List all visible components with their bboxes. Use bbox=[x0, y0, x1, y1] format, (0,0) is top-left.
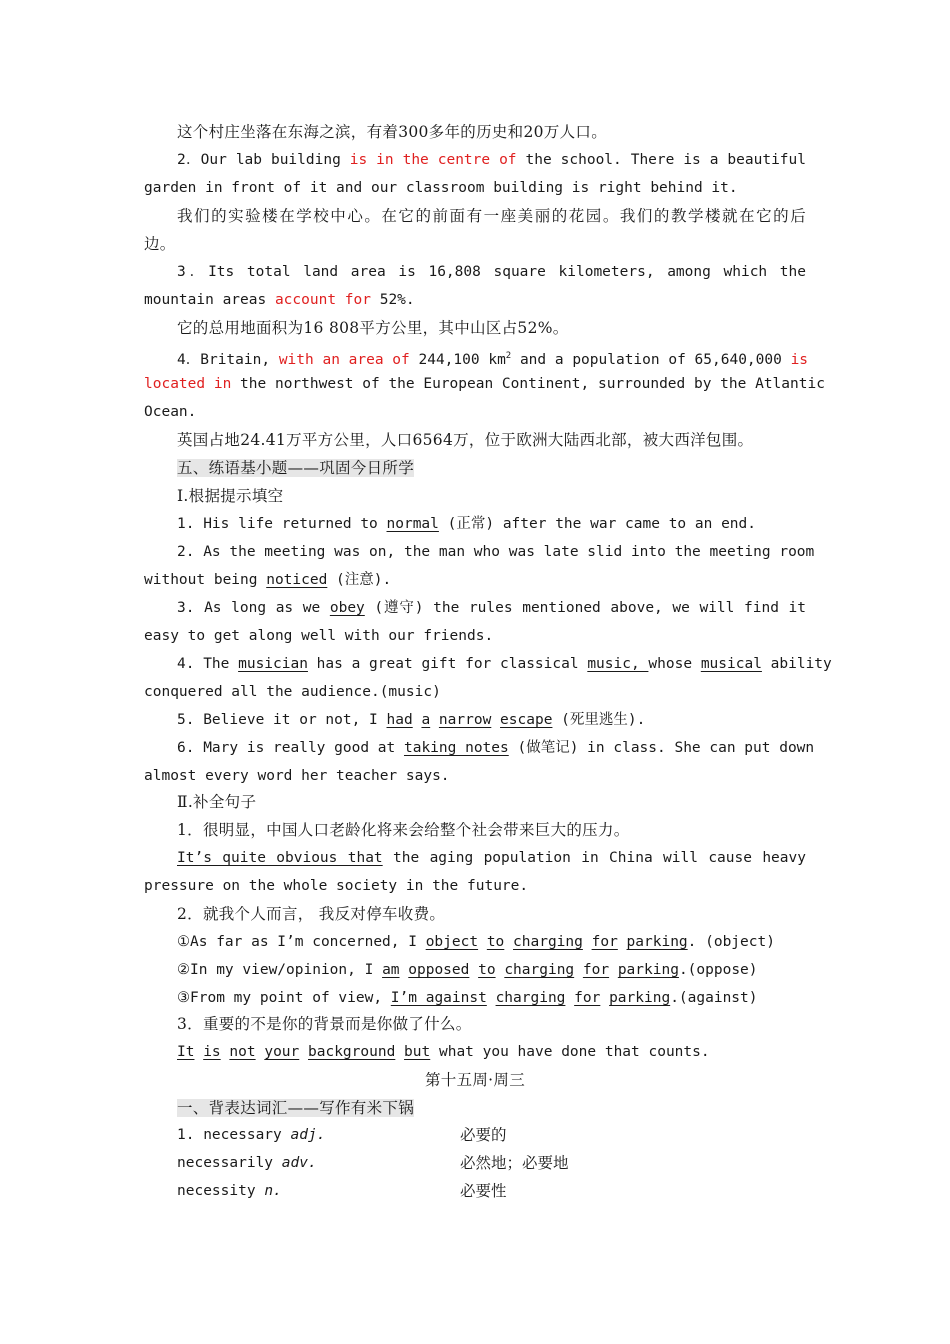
sentence-prompt: 2．就我个人而言， 我反对停车收费。 bbox=[177, 905, 446, 923]
highlight-phrase: account for bbox=[274, 292, 371, 308]
part-of-speech: n. bbox=[264, 1183, 282, 1199]
example-4-line-3: Ocean. bbox=[144, 404, 197, 420]
vocab-word: 1. necessary adj. bbox=[177, 1127, 326, 1143]
week-heading: 第十五周·周三 bbox=[424, 1071, 526, 1089]
highlight-phrase: located in bbox=[144, 376, 232, 392]
exercise-1: 1. His life returned to normal (正常) after the war came to an end. bbox=[177, 516, 756, 532]
section-heading: 五、练语基小题——巩固今日所学 bbox=[177, 459, 415, 477]
answer: normal bbox=[386, 516, 439, 532]
sentence-answer: It is not your background but what you have done that counts. bbox=[177, 1044, 710, 1060]
highlight-phrase: is in the centre of bbox=[349, 152, 517, 168]
answer: It’s quite obvious that bbox=[177, 850, 383, 866]
example-3-line-2: mountain areas account for 52%. bbox=[144, 292, 415, 308]
translation-line: 边。 bbox=[144, 235, 176, 253]
sentence-answer: ②In my view/opinion, I am opposed to charging for parking.(oppose) bbox=[177, 962, 758, 978]
example-2-line-2: garden in front of it and our classroom building is right behind it. bbox=[144, 180, 738, 196]
translation-line: 英国占地24.41万平方公里，人口6564万，位于欧洲大陆西北部，被大西洋包围。 bbox=[177, 431, 754, 449]
part-of-speech: adj. bbox=[290, 1127, 326, 1143]
exercise-6-line-2: almost every word her teacher says. bbox=[144, 768, 450, 784]
translation-line: 这个村庄坐落在东海之滨，有着300多年的历史和20万人口。 bbox=[177, 123, 608, 141]
part-of-speech: adv. bbox=[281, 1155, 317, 1171]
vocab-meaning: 必要的 bbox=[460, 1126, 507, 1144]
vocab-word: necessity n. bbox=[177, 1183, 282, 1199]
answer: taking notes bbox=[403, 740, 509, 756]
sentence-answer-line-1: It’s quite obvious that the aging population in China will cause heavy bbox=[177, 850, 806, 866]
exercise-5: 5. Believe it or not, I had a narrow escape (死里逃生). bbox=[177, 712, 646, 728]
answer: a bbox=[421, 712, 431, 728]
answer: musical bbox=[700, 656, 762, 672]
answer: narrow bbox=[438, 712, 492, 728]
sentence-answer: ①As far as I’m concerned, I object to charging for parking. (object) bbox=[177, 934, 775, 950]
exercise-4-line-1: 4. The musician has a great gift for classical music, whose musical ability bbox=[177, 656, 832, 672]
exercise-3-line-1: 3. As long as we obey (遵守) the rules mentioned above, we will find it bbox=[177, 600, 807, 616]
example-4-line-2: located in the northwest of the European Continent, surrounded by the Atlantic bbox=[144, 376, 825, 392]
sentence-prompt: 3．重要的不是你的背景而是你做了什么。 bbox=[177, 1015, 472, 1033]
highlight-phrase: with an area of bbox=[278, 351, 410, 368]
translation-line: 它的总用地面积为16 808平方公里，其中山区占52%。 bbox=[177, 319, 569, 337]
answer: obey bbox=[329, 600, 365, 616]
sentence-answer: ③From my point of view, I’m against charging for parking.(against) bbox=[177, 990, 758, 1006]
vocab-word: necessarily adv. bbox=[177, 1155, 317, 1171]
answer: musician bbox=[238, 656, 308, 672]
example-4-line-1: 4．Britain, with an area of 244,100 $km^2$ and a population of 65,640,000 is bbox=[177, 351, 809, 368]
exercise-2-line-2: without being noticed (注意). bbox=[144, 572, 392, 588]
sentence-prompt: 1．很明显，中国人口老龄化将来会给整个社会带来巨大的压力。 bbox=[177, 821, 630, 839]
exercise-4-line-2: conquered all the audience.(music) bbox=[144, 684, 441, 700]
sentence-answer-line-2: pressure on the whole society in the future. bbox=[144, 878, 529, 894]
answer: noticed bbox=[266, 572, 328, 588]
section-heading: 一、背表达词汇——写作有米下锅 bbox=[177, 1099, 415, 1117]
example-2-line-1: 2．Our lab building is in the centre of the school. There is a beautiful bbox=[177, 152, 806, 168]
example-3-line-1: 3．Its total land area is 16,808 square kilometers, among which the bbox=[177, 264, 806, 280]
translation-line: 我们的实验楼在学校中心。在它的前面有一座美丽的花园。我们的教学楼就在它的后 bbox=[177, 207, 806, 225]
vocab-meaning: 必要性 bbox=[460, 1182, 507, 1200]
vocab-meaning: 必然地；必要地 bbox=[460, 1154, 569, 1172]
subsection-heading: Ⅰ.根据提示填空 bbox=[177, 487, 284, 505]
answer: had bbox=[386, 712, 413, 728]
exercise-6-line-1: 6. Mary is really good at taking notes (做笔记) in class. She can put down bbox=[177, 740, 815, 756]
highlight-phrase: is bbox=[790, 351, 809, 368]
exercise-3-line-2: easy to get along well with our friends. bbox=[144, 628, 494, 644]
exercise-2-line-1: 2. As the meeting was on, the man who was late slid into the meeting room bbox=[177, 544, 815, 560]
answer: music, bbox=[587, 656, 649, 672]
answer: escape bbox=[500, 712, 553, 728]
subsection-heading: Ⅱ.补全句子 bbox=[177, 793, 257, 811]
